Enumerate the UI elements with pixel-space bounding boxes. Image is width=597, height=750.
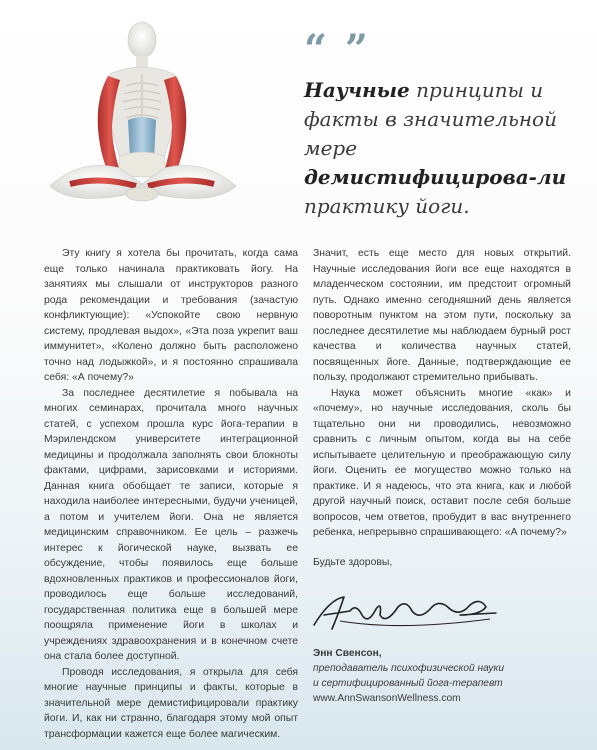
quote-marks: “ ” <box>304 26 370 73</box>
left-column <box>44 246 298 742</box>
handwritten-signature <box>310 585 500 637</box>
author-title-2: и сертифицированный йога-терапевт <box>313 678 503 689</box>
author-name: Энн Свенсон, <box>313 648 382 659</box>
author-title-1: преподаватель психофизической науки <box>313 663 504 674</box>
paragraph: За последнее десятилетие я побывала на многих семинарах, прочитала много научных статей, с успехом прошла курс йога-терапии в Мэрилендском университете интеграционной медицины и продолжала заполнять свои блокноты фактами, цифрами, зарисовками и историями. Данная книга обобщает те записи, которые я находила наиболее интересными, будучи ученицей, а потом и учителем йоги. Она не является медицинским справочником. Ее цель – разжечь интерес к йогической науке, вызвать ее обсуждение, чтобы появилось еще больше вдохновленных практиков и профессионалов йоги, проводилось еще больше исследований, государственная политика еще в большей мере поощряла применение йоги в школах и учреждениях здравоохранения и в конечном счете она стала более доступной. <box>44 387 298 662</box>
paragraph: Проводя исследования, я открыла для себя многие научные принципы и факты, которые в значительной мере демистифицировали практику йоги. И, как ни странно, благодаря этому мой опыт трансформации кажется еще более магическим. <box>44 666 298 740</box>
quote-bold-2: демистифицирова-ли <box>304 165 567 189</box>
quote-text-2: принципы и факты в значительной мере <box>304 78 557 160</box>
right-column <box>313 246 571 570</box>
paragraph: Значит, есть еще место для новых открытий. Научные исследования йоги все еще находятся в младенческом состоянии, им предстоит огромный путь. Однако именно сегодняшний день является поворотным пунктом на этом пути, поскольку за последнее десятилетие мы наблюдаем бурный рост качества и количества научных статей, посвященных йоге. Данные, подтверждающие ее пользу, продолжают стремительно прибывать. <box>313 248 571 383</box>
paragraph: Наука может объяснить многие «как» и «почему», но научные исследования, сколь бы тщательно они ни проводились, невозможно сравнить с личным опытом, когда вы на себе испытываете целительную и преображающую силу йоги. Оценить ее могущество можно только на практике. И я надеюсь, что эта книга, как и любой другой научный поиск, оставит после себя больше вопросов, чем ответов, пробудит в вас внутреннего ребенка, непрерывно спрашивающего: «А почему?» <box>313 387 571 538</box>
author-block <box>313 646 504 706</box>
quote-bold-1: Научные <box>304 78 410 102</box>
paragraph: Эту книгу я хотела бы прочитать, когда сама еще только начинала практиковать йогу. На занятиях мы слышали от инструкторов разного рода рекомендации и требования (зачастую конфликтующие): «Успокойте свою нервную систему, продлевая выдох», «Эта поза укрепит ваш иммунитет», «Колено должно быть расположено точно над лодыжкой», и я постоянно спрашивала себя: «А почему?» <box>44 248 298 383</box>
pull-quote <box>304 76 584 221</box>
quote-text-4: практику йоги. <box>304 194 470 218</box>
greeting: Будьте здоровы, <box>313 556 393 568</box>
author-website: www.AnnSwansonWellness.com <box>313 693 461 704</box>
anatomy-figure-illustration <box>40 8 245 218</box>
